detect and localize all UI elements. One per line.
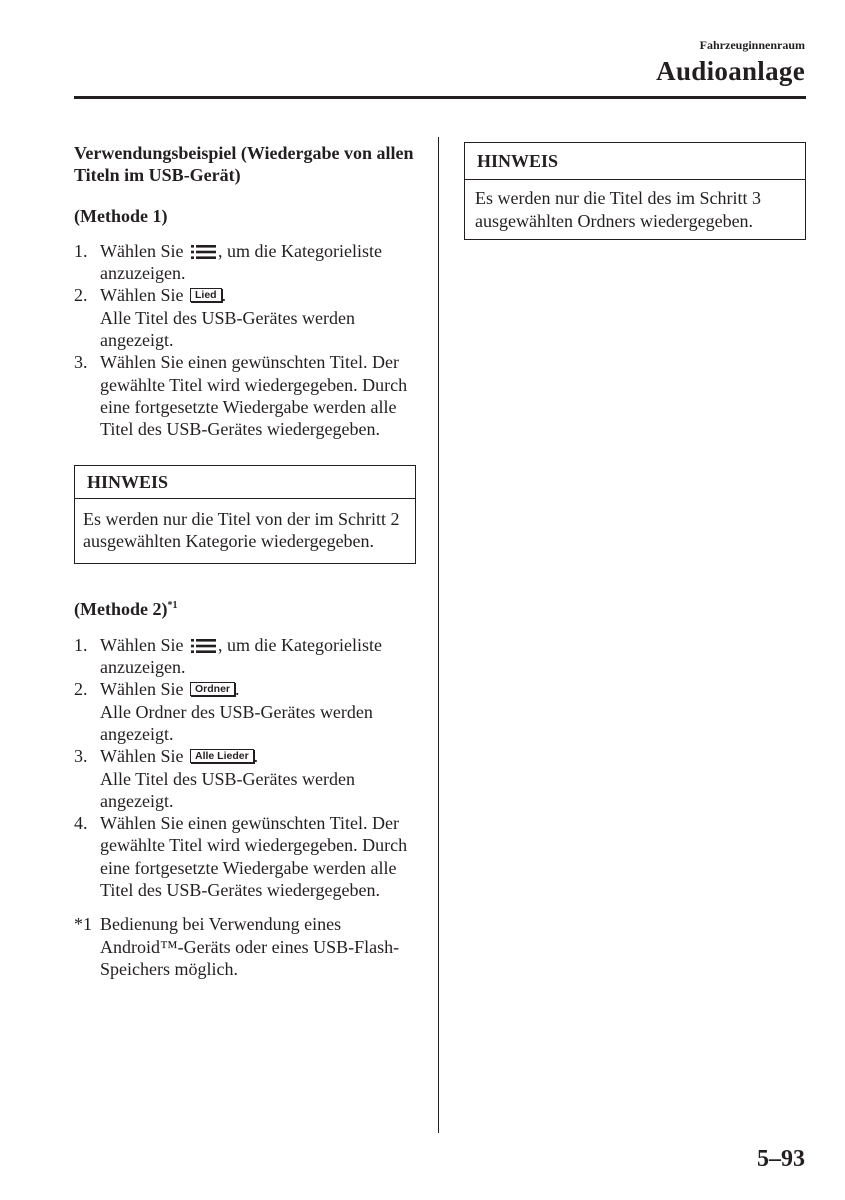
footnote: *1 Bedienung bei Verwendung eines Android™-Geräts oder eines USB-Flash-Speichers möglich. bbox=[74, 914, 400, 979]
header-rule bbox=[74, 96, 806, 99]
list-item: 3. Wählen Sie einen gewünschten Titel. Der gewählte Titel wird wiedergegeben. Durch eine fortgesetzte Wiedergabe werden alle Titel des USB-Gerätes wiedergegeben. bbox=[74, 352, 408, 440]
note-heading: HINWEIS bbox=[75, 466, 415, 499]
list-menu-icon bbox=[191, 245, 217, 259]
note-box-right bbox=[464, 142, 806, 240]
method-1-steps bbox=[74, 240, 416, 441]
lied-button-symbol: Lied bbox=[190, 288, 222, 302]
header-title: Audioanlage bbox=[656, 56, 805, 86]
note-heading: HINWEIS bbox=[465, 143, 805, 180]
left-column bbox=[74, 142, 416, 980]
page-number: 5–93 bbox=[757, 1146, 805, 1172]
list-item: 3. Wählen Sie Alle Lieder . Alle Titel des USB-Gerätes werden angezeigt. bbox=[74, 746, 355, 811]
example-heading: Verwendungsbeispiel (Wiedergabe von allen Titeln im USB-Gerät) bbox=[74, 143, 414, 186]
right-column bbox=[464, 142, 806, 240]
method-1-title: (Methode 1) bbox=[74, 205, 168, 226]
header-section-label: Fahrzeuginnenraum bbox=[699, 38, 805, 52]
list-item: 1. Wählen Sie , um die Kategorieliste anzuzeigen. bbox=[74, 240, 382, 284]
ordner-button-symbol: Ordner bbox=[190, 682, 235, 696]
column-divider bbox=[438, 137, 439, 1133]
list-menu-icon bbox=[191, 639, 217, 653]
note-text: Es werden nur die Titel des im Schritt 3 ausgewählten Ordners wiedergegeben. bbox=[475, 188, 761, 231]
note-text: Es werden nur die Titel von der im Schritt 2 ausgewählten Kategorie wiedergegeben. bbox=[83, 508, 400, 552]
footnote-reference: *1 bbox=[167, 600, 178, 612]
list-item: 2. Wählen Sie Ordner . Alle Ordner des USB-Gerätes werden angezeigt. bbox=[74, 679, 373, 744]
alle-lieder-button-symbol: Alle Lieder bbox=[190, 749, 254, 763]
method-2-steps bbox=[74, 634, 416, 902]
list-item: 2. Wählen Sie Lied . Alle Titel des USB-Gerätes werden angezeigt. bbox=[74, 285, 355, 351]
method-2-title: (Methode 2)$^{*1}$ bbox=[74, 599, 178, 620]
note-box-left bbox=[74, 465, 416, 565]
list-item: 1. Wählen Sie , um die Kategorieliste anzuzeigen. bbox=[74, 634, 382, 678]
list-item: 4. Wählen Sie einen gewünschten Titel. Der gewählte Titel wird wiedergegeben. Durch eine fortgesetzte Wiedergabe werden alle Titel des USB-Gerätes wiedergegeben. bbox=[74, 813, 408, 901]
